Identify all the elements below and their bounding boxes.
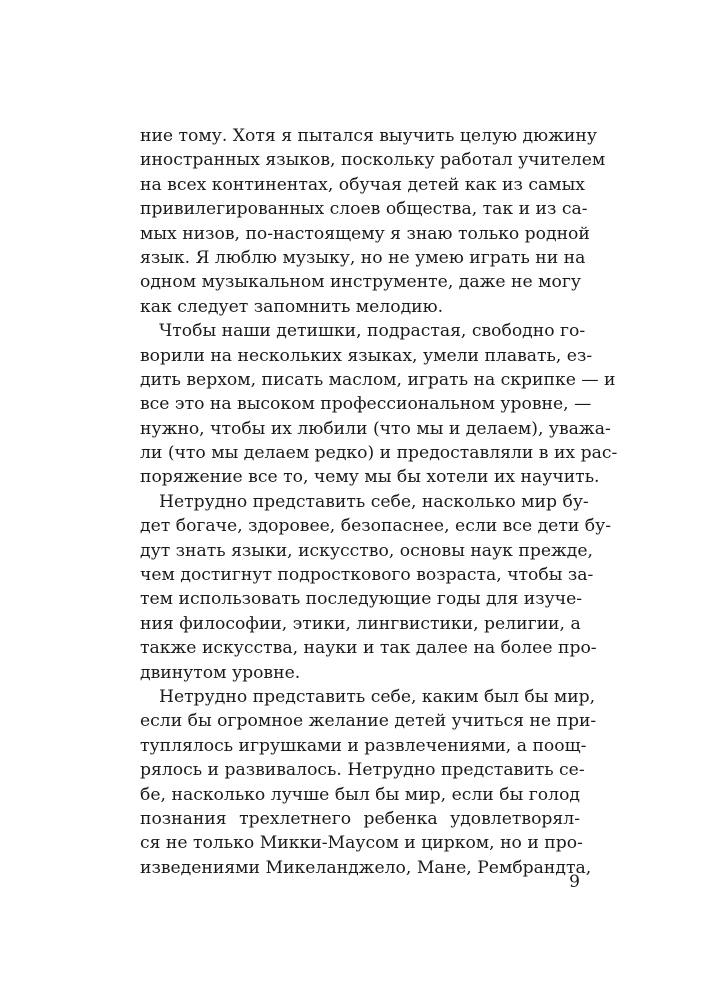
text-line: также искусства, науки и так далее на более про- (140, 638, 597, 659)
text-line: ли (что мы делаем редко) и предоставляли в их рас- (140, 443, 618, 464)
text-line: ся не только Микки-Маусом и цирком, но и про- (140, 833, 583, 854)
text-line: Нетрудно представить себе, каким был бы мир, (159, 686, 596, 707)
text-line: на всех континентах, обучая детей как из самых (140, 174, 585, 195)
text-line: одном музыкальном инструменте, даже не могу (140, 272, 581, 293)
text-line: чем достигнут подросткового возраста, чтобы за- (140, 565, 594, 586)
text-line: поряжение все то, чему мы бы хотели их научить. (140, 467, 600, 488)
text-line: бе, насколько лучше был бы мир, если бы голод (140, 784, 580, 805)
text-line: как следует запомнить мелодию. (140, 296, 444, 317)
page-text-block (140, 124, 618, 880)
text-line: мых низов, по-настоящему я знаю только родной (140, 223, 590, 244)
text-line: ния философии, этики, лингвистики, религии, а (140, 613, 581, 634)
paragraph-4 (140, 685, 597, 880)
text-line: дут знать языки, искусство, основы наук прежде, (140, 540, 594, 561)
text-line: познания трехлетнего ребенка удовлетворял- (140, 808, 580, 829)
text-line: дет богаче, здоровее, безопаснее, если все дети бу- (140, 516, 612, 537)
text-line: если бы огромное желание детей учиться не при- (140, 711, 597, 732)
text-line: дить верхом, писать маслом, играть на скрипке — и (140, 369, 616, 390)
text-line: ворили на нескольких языках, умели плавать, ез- (140, 345, 593, 366)
text-line: рялось и развивалось. Нетрудно представить се- (140, 760, 585, 781)
paragraph-1 (140, 124, 606, 319)
text-line: привилегированных слоев общества, так и из са- (140, 199, 588, 220)
text-line: все это на высоком профессиональном уровне, — (140, 394, 592, 415)
text-line: Чтобы наши детишки, подрастая, свободно го- (159, 321, 586, 342)
text-line: нужно, чтобы их любили (что мы и делаем), уважа- (140, 418, 611, 439)
paragraph-2 (140, 319, 618, 490)
text-line: язык. Я люблю музыку, но не умею играть ни на (140, 247, 586, 268)
text-line: двинутом уровне. (140, 662, 301, 683)
text-line: тем использовать последующие годы для изуче- (140, 589, 583, 610)
text-line: иностранных языков, поскольку работал учителем (140, 150, 606, 171)
text-line: изведениями Микеланджело, Мане, Рембрандта, (140, 857, 592, 878)
text-line: Нетрудно представить себе, насколько мир бу- (159, 491, 589, 512)
paragraph-3 (140, 490, 612, 685)
page-number: 9 (569, 872, 580, 892)
text-line: туплялось игрушками и развлечениями, а поощ- (140, 735, 587, 756)
text-line: ние тому. Хотя я пытался выучить целую дюжину (140, 126, 597, 146)
